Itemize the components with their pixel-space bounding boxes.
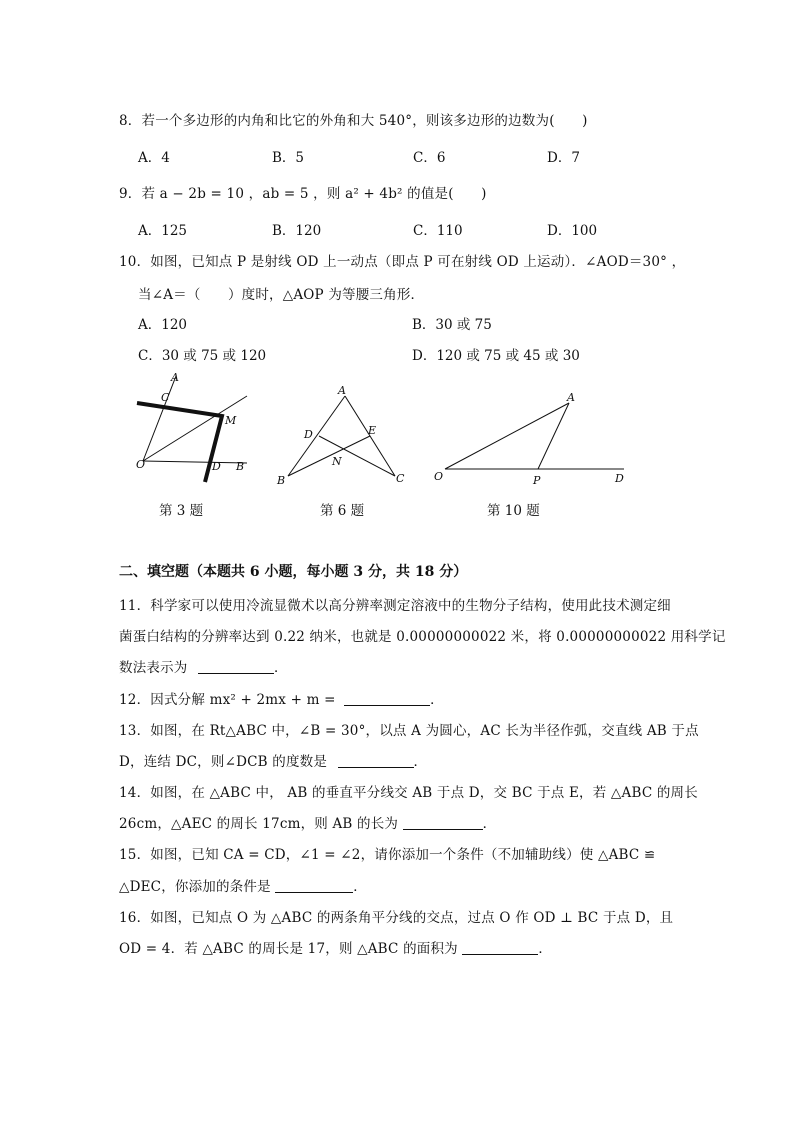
q15-line2 [119, 875, 367, 895]
q9-option-a: A．125 [138, 223, 188, 239]
figure-10 [425, 385, 635, 490]
fig6-label-d: D [304, 428, 313, 441]
q16-end: ． [538, 941, 553, 957]
q13-line2 [119, 750, 427, 770]
q14-line2 [119, 812, 496, 832]
q9-option-c: C．110 [413, 223, 463, 239]
q11-line1: 11．科学家可以使用冷流显微术以高分辨率测定溶液中的生物分子结构，使用此技术测定细 [119, 598, 671, 614]
fig10-caption: 第 10 题 [487, 503, 540, 519]
fig6-label-c: C [396, 472, 405, 485]
fig6-caption: 第 6 题 [320, 503, 365, 519]
q8-option-a: A．4 [138, 150, 170, 166]
q12-line [119, 688, 444, 708]
q11-end: ． [274, 660, 288, 676]
q12-end: ． [430, 692, 444, 708]
fig3-label-a: A [171, 371, 179, 384]
q11-answer-blank[interactable] [198, 659, 274, 674]
fig3-caption: 第 3 题 [159, 503, 204, 519]
q11-line3 [119, 656, 288, 676]
q12-text: 12．因式分解 mx² + 2mx + m = [119, 692, 336, 708]
fig3-label-b: B [236, 460, 245, 473]
fig6-label-a: A [338, 384, 346, 397]
q8-option-b: B．5 [272, 150, 305, 166]
q12-answer-blank[interactable] [344, 691, 430, 706]
q11-line2: 菌蛋白结构的分辨率达到 0.22 纳米，也就是 0.00000000022 米，将 0.00000000022 用科学记 [119, 629, 726, 645]
q16-answer-blank[interactable] [462, 940, 538, 955]
q8-stem: 8．若一个多边形的内角和比它的外角和大 540°，则该多边形的边数为( ) [119, 113, 588, 129]
q13-line2-text: D，连结 DC，则∠DCB 的度数是 [119, 754, 328, 770]
q10-option-c: C．30 或 75 或 120 [138, 348, 267, 364]
q15-answer-blank[interactable] [275, 878, 353, 893]
fig6-label-b: B [277, 474, 286, 487]
q15-end: ． [353, 879, 367, 895]
fig6-label-n: N [332, 455, 342, 468]
q13-line1: 13．如图，在 Rt△ABC 中，∠B = 30°，以点 A 为圆心，AC 长为半径作弧，交直线 AB 于点 [119, 723, 699, 739]
q13-answer-blank[interactable] [338, 753, 414, 768]
section-title: 二、填空题（本题共 6 小题，每小题 3 分，共 18 分） [119, 564, 468, 580]
figure-6 [270, 380, 415, 490]
fig10-label-a: A [567, 391, 575, 404]
q16-line2-text: OD = 4．若 △ABC 的周长是 17，则 △ABC 的面积为 [119, 941, 458, 957]
q14-end: ． [482, 816, 497, 832]
q11-line3-text: 数法表示为 [119, 660, 188, 676]
fig6-label-e: E [368, 424, 377, 437]
fig3-label-c: C [161, 391, 170, 404]
q14-answer-blank[interactable] [403, 815, 483, 830]
q14-line2-text: 26cm，△AEC 的周长 17cm，则 AB 的长为 [119, 816, 399, 832]
fig10-label-d: D [615, 472, 624, 485]
q16-line1: 16．如图，已知点 O 为 △ABC 的两条角平分线的交点，过点 O 作 OD ⊥ BC 于点 D，且 [119, 910, 674, 926]
q9-option-b: B．120 [272, 223, 322, 239]
q10-line2: 当∠A＝（ ）度时，△AOP 为等腰三角形． [138, 287, 425, 303]
q14-line1: 14．如图，在 △ABC 中， AB 的垂直平分线交 AB 于点 D，交 BC 于点 E，若 △ABC 的周长 [119, 785, 698, 801]
q8-option-d: D．7 [547, 150, 580, 166]
fig10-label-p: P [533, 474, 541, 487]
q15-line1: 15．如图，已知 CA = CD，∠1 = ∠2，请你添加一个条件（不加辅助线）使 △ABC ≌ [119, 847, 656, 863]
q9-stem: 9．若 a − 2b = 10 ，ab = 5 ，则 a² + 4b² 的值是( ) [119, 186, 487, 202]
q10-option-a: A．120 [138, 317, 188, 333]
fig10-label-o: O [434, 470, 444, 483]
fig3-label-m: M [225, 414, 237, 427]
q16-line2 [119, 937, 552, 957]
q8-option-c: C．6 [413, 150, 446, 166]
q10-option-b: B．30 或 75 [412, 317, 492, 333]
q13-end: ． [413, 754, 428, 770]
fig3-label-d: D [212, 460, 221, 473]
q10-option-d: D．120 或 75 或 45 或 30 [412, 348, 580, 364]
figure-3 [130, 368, 260, 488]
fig3-label-o: O [136, 458, 146, 471]
q9-option-d: D．100 [547, 223, 598, 239]
q15-line2-text: △DEC，你添加的条件是 [119, 879, 271, 895]
q10-line1: 10．如图，已知点 P 是射线 OD 上一动点（即点 P 可在射线 OD 上运动）．∠AOD＝30° ， [119, 254, 686, 270]
